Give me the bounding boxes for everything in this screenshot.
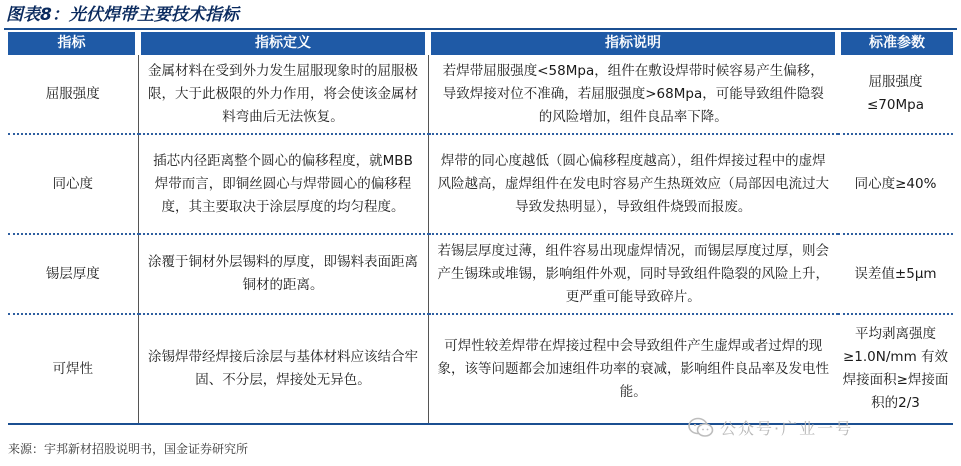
cell-indicator: 屈服强度 — [8, 55, 138, 134]
cell-standard: 同心度≥40% — [838, 134, 953, 234]
table-row — [8, 55, 953, 134]
cell-description: 焊带的同心度越低（圆心偏移程度越高），组件焊接过程中的虚焊风险越高，虚焊组件在发电时容易产生热斑效应（局部因电流过大导致发热明显），导致组件烧毁而报废。 — [428, 134, 838, 234]
cell-standard: 平均剥离强度≥1.0N/mm 有效焊接面积≥焊接面积的2/3 — [838, 314, 953, 424]
table-row — [8, 314, 953, 424]
cell-definition: 涂覆于铜材外层锡料的厚度，即锡料表面距离铜材的距离。 — [138, 234, 428, 314]
cell-definition: 涂锡焊带经焊接后涂层与基体材料应该结合牢固、不分层，焊接处无异色。 — [138, 314, 428, 424]
title-rule — [4, 28, 957, 30]
cell-definition: 插芯内径距离整个圆心的偏移程度，就MBB焊带而言，即铜丝圆心与焊带圆心的偏移程度，其主要取决于涂层厚度的均匀程度。 — [138, 134, 428, 234]
cell-description: 若焊带屈服强度<58Mpa，组件在敷设焊带时候容易产生偏移，导致焊接对位不准确，若屈服强度>68Mpa，可能导致组件隐裂的风险增加，组件良品率下降。 — [428, 55, 838, 134]
figure-title: 图表8：光伏焊带主要技术指标 — [6, 5, 239, 25]
header-description: 指标说明 — [428, 32, 838, 55]
header-standard: 标准参数 — [838, 32, 953, 55]
cell-indicator: 锡层厚度 — [8, 234, 138, 314]
cell-indicator: 可焊性 — [8, 314, 138, 424]
cell-description: 可焊性较差焊带在焊接过程中会导致组件产生虚焊或者过焊的现象，该等问题都会加速组件功率的衰减，影响组件良品率及发电性能。 — [428, 314, 838, 424]
spec-table — [8, 32, 953, 425]
watermark-text: 公众号·广业一号 — [720, 419, 854, 438]
wechat-icon — [688, 417, 714, 439]
table-row — [8, 134, 953, 234]
cell-indicator: 同心度 — [8, 134, 138, 234]
cell-description: 若锡层厚度过薄，组件容易出现虚焊情况，而锡层厚度过厚，则会产生锡珠或堆锡，影响组件外观，同时导致组件隐裂的风险上升，更严重可能导致碎片。 — [428, 234, 838, 314]
cell-standard: 误差值±5μm — [838, 234, 953, 314]
cell-standard: 屈服强度≤70Mpa — [838, 55, 953, 134]
source-note: 来源：宇邦新材招股说明书，国金证券研究所 — [8, 442, 249, 456]
header-indicator: 指标 — [8, 32, 138, 55]
cell-definition: 金属材料在受到外力发生屈服现象时的屈服极限，大于此极限的外力作用，将会使该金属材料弯曲后无法恢复。 — [138, 55, 428, 134]
header-definition: 指标定义 — [138, 32, 428, 55]
watermark — [688, 416, 853, 439]
table-row — [8, 234, 953, 314]
header-row — [8, 32, 953, 55]
